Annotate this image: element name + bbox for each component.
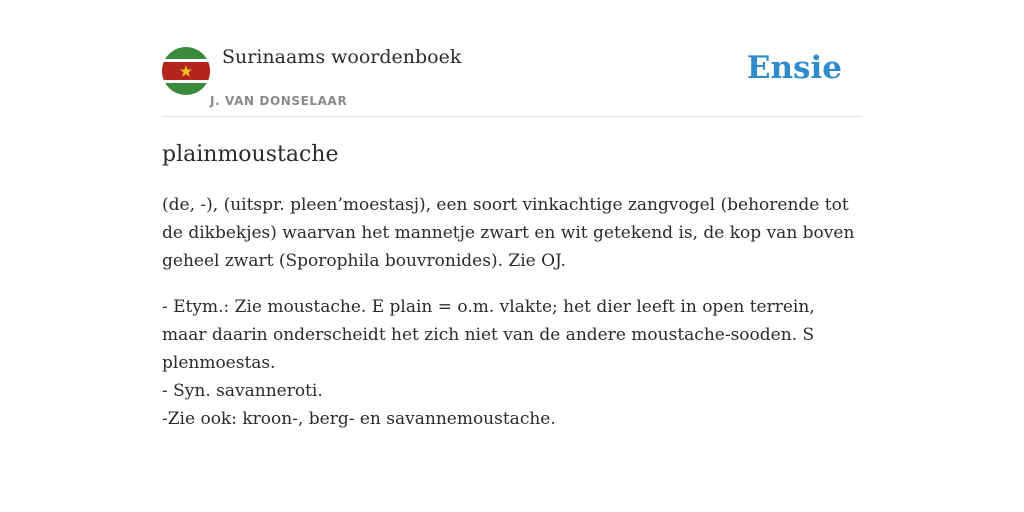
brand-logo[interactable]: Ensie [746,50,842,86]
synonym-line: - Syn. savanneroti. [162,381,323,401]
see-also-line: -Zie ook: kroon-, berg- en savannemoustache. [162,409,556,429]
entry-term: plainmoustache [162,142,339,167]
entry-notes [162,293,862,433]
entry-header [162,44,862,117]
entry-definition: (de, -), (uitspr. pleen’moestasj), een soort vinkachtige zangvogel (behorende tot de dikbekjes) waarvan het mannetje zwart en wit getekend is, de kop van boven geheel zwart (Sporophila bouvronides). Zie OJ. [162,195,855,271]
dictionary-card [162,44,862,433]
author-name[interactable]: J. VAN DONSELAAR [210,94,348,108]
etymology-line: - Etym.: Zie moustache. E plain = o.m. vlakte; het dier leeft in open terrein, maar daarin onderscheidt het zich niet van de andere moustache-sooden. S plenmoestas. [162,297,815,373]
suriname-flag-icon [162,47,210,95]
dictionary-title[interactable]: Surinaams woordenboek [222,46,462,68]
